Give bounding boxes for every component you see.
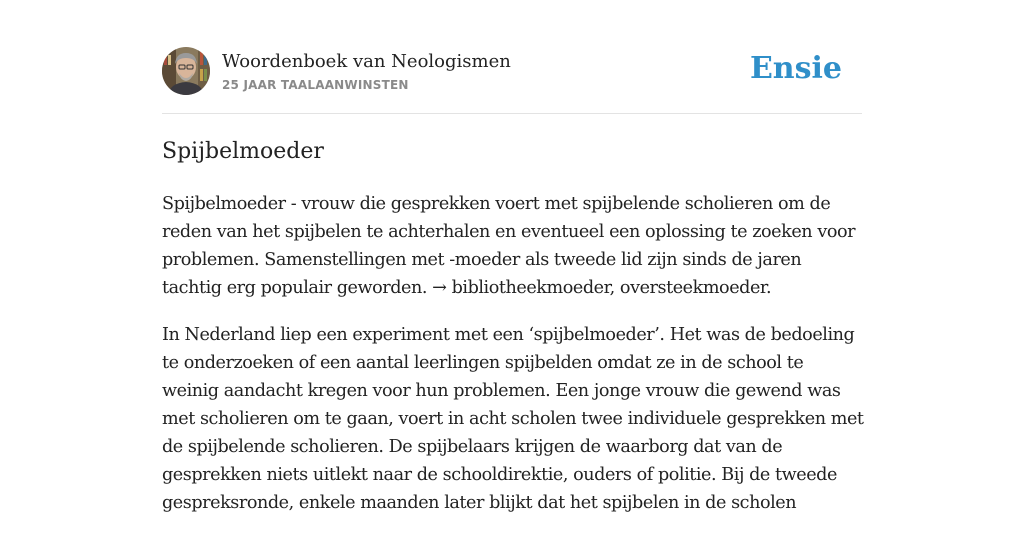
site-header [162,46,862,96]
author-portrait-icon [162,47,210,95]
article-paragraph-2: In Nederland liep een experiment met een ‘spijbelmoeder’. Het was de bedoeling te onderzoeken of een aantal leerlingen spijbelden omdat ze in de school te weinig aandacht kregen voor hun problemen. Een jonge vrouw die gewend was met scholieren om te gaan, voert in acht scholen twee individuele gesprekken met de spijbelende scholieren. De spijbelaars krijgen de waarborg dat van de gesprekken niets uitlekt naar de schooldirektie, ouders of politie. Bij de tweede gespreksronde, enkele maanden later blijkt dat het spijbelen in de scholen [162,325,864,513]
avatar[interactable] [162,47,210,95]
site-title[interactable]: Woordenboek van Neologismen [222,50,511,72]
ensie-logo[interactable]: Ensie [749,51,842,86]
article-paragraph-1: Spijbelmoeder - vrouw die gesprekken voert met spijbelende scholieren om de reden van het spijbelen te achterhalen en eventueel een oplossing te zoeken voor problemen. Samenstellingen met -moeder als tweede lid zijn sinds de jaren tachtig erg populair geworden. → bibliotheekmoeder, oversteekmoeder. [162,194,856,298]
site-subtitle: 25 JAAR TAALAANWINSTEN [222,77,409,92]
header-divider [162,113,862,114]
site-info [222,50,511,93]
article-title: Spijbelmoeder [162,139,324,164]
article-body [162,190,864,536]
